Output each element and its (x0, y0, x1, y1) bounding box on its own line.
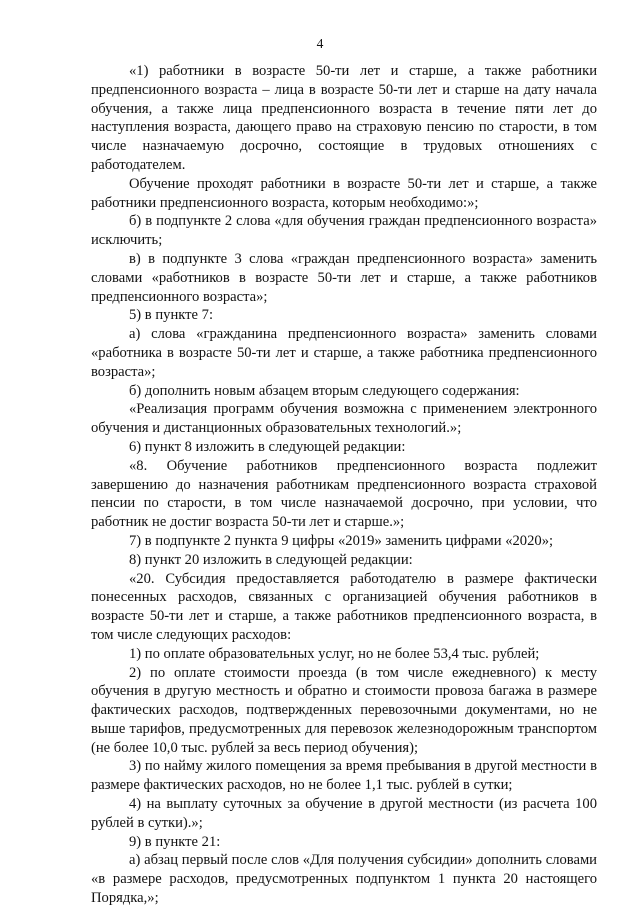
paragraph: 5) в пункте 7: (129, 307, 214, 324)
paragraph: «20. Субсидия предоставляется работодателю в размере фактически понесенных расходов, связанных с организацией обучения работников в возрасте 50-ти лет и старше, а также работников предпенсионного возраста, в том числе следующих расходов: (91, 570, 597, 643)
paragraph: 1) по оплате образовательных услуг, но не более 53,4 тыс. рублей; (129, 645, 540, 662)
paragraph: Обучение проходят работники в возрасте 50-ти лет и старше, а также работники предпенсионного возраста, которым необходимо:»; (91, 175, 597, 211)
paragraph: 6) пункт 8 изложить в следующей редакции: (129, 438, 406, 455)
document-body (91, 62, 597, 908)
paragraph: 4) на выплату суточных за обучение в другой местности (из расчета 100 рублей в сутки).»; (91, 796, 597, 831)
paragraph: 3) по найму жилого помещения за время пребывания в другой местности в размере фактических расходов, но не более 1,1 тыс. рублей в сутки; (91, 758, 597, 794)
paragraph: в) в подпункте 3 слова «граждан предпенсионного возраста» заменить словами «работников в возрасте 50-ти лет и старше, а также работников предпенсионного возраста»; (91, 250, 597, 305)
paragraph: «1) работники в возрасте 50-ти лет и старше, а также работники предпенсионного возраста – лица в возрасте 50-ти лет и старше на дату начала обучения, а также лица предпенсионного возраста в течение пяти лет до наступления возраста, дающего право на страховую пенсию по старости, в том числе назначаемую досрочно, состоящие в трудовых отношениях с работодателем. (91, 63, 597, 173)
paragraph: «8. Обучение работников предпенсионного возраста подлежит завершению до назначения работникам предпенсионного возраста страховой пенсии по старости, в том числе назначаемой досрочно, при условии, что работник не достиг возраста 50-ти лет и старше.»; (91, 457, 597, 531)
paragraph: 7) в подпункте 2 пункта 9 цифры «2019» заменить цифрами «2020»; (129, 532, 554, 549)
paragraph: 8) пункт 20 изложить в следующей редакции: (129, 551, 413, 568)
paragraph: а) слова «гражданина предпенсионного возраста» заменить словами «работника в возрасте 50-ти лет и старше, а также работника предпенсионного возраста»; (91, 326, 597, 380)
paragraph: а) абзац первый после слов «Для получения субсидии» дополнить словами «в размере расходов, предусмотренных подпунктом 1 пункта 20 настоящего Порядка,»; (91, 852, 597, 907)
paragraph: 2) по оплате стоимости проезда (в том числе ежедневного) к месту обучения в другую местность и обратно и стоимости провоза багажа в размере фактических расходов, подтвержденных перевозочными документами, но не выше тарифов, предусмотренных для перевозок железнодорожным транспортом (не более 10,0 тыс. рублей за весь период обучения); (91, 664, 597, 756)
paragraph: «Реализация программ обучения возможна с применением электронного обучения и дистанционных образовательных технологий.»; (91, 401, 597, 437)
paragraph: б) дополнить новым абзацем вторым следующего содержания: (129, 382, 520, 399)
paragraph: б) в подпункте 2 слова «для обучения граждан предпенсионного возраста» исключить; (91, 213, 597, 249)
paragraph: 9) в пункте 21: (129, 833, 221, 850)
page-number: 4 (316, 36, 324, 51)
